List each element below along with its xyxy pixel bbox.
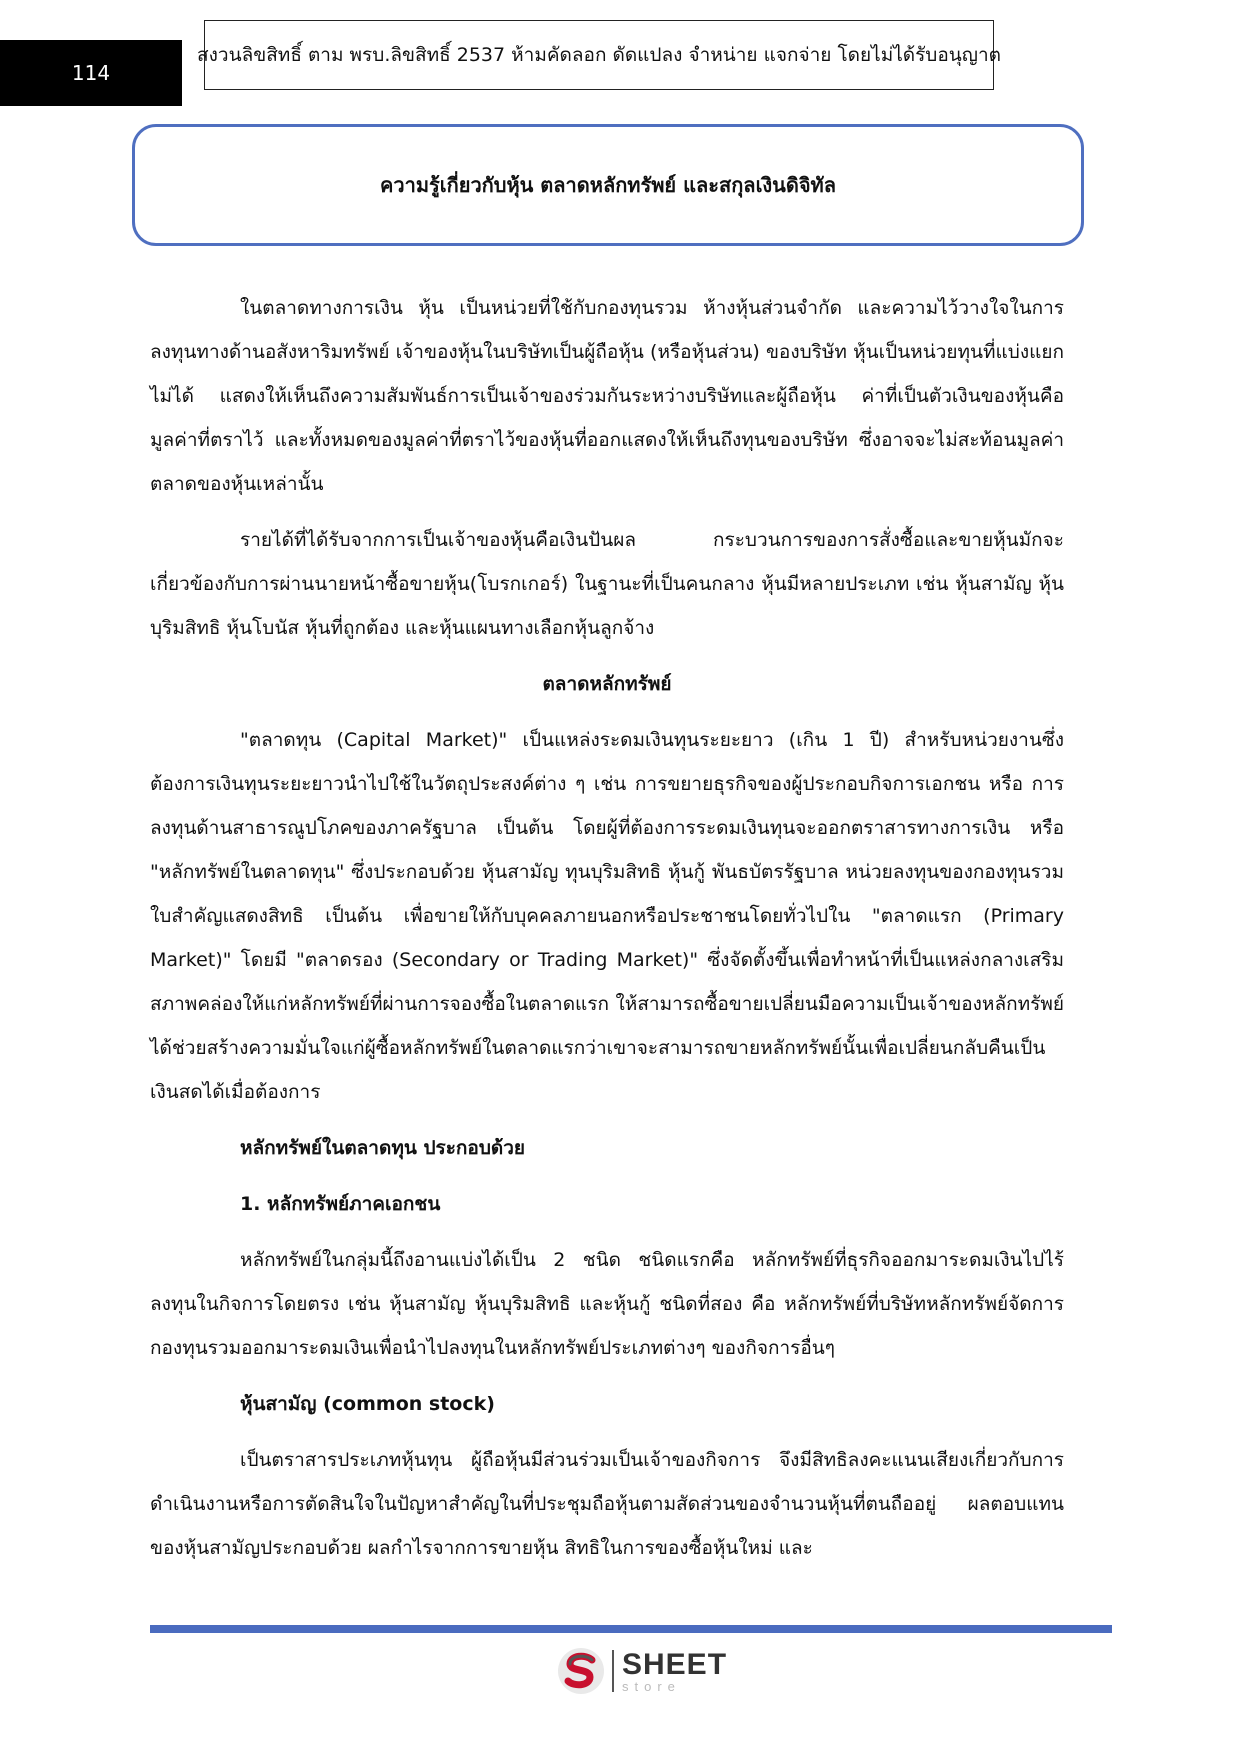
heading-private-securities: 1. หลักทรัพย์ภาคเอกชน (240, 1193, 441, 1215)
paragraph-private-securities: หลักทรัพย์ในกลุ่มนี้ถึงอานแบ่งได้เป็น 2 ชนิด ชนิดแรกคือ หลักทรัพย์ที่ธุรกิจออกมาระดมเงินไปไร้ลงทุนในกิจการโดยตรง เช่น หุ้นสามัญ หุ้นบุริมสิทธิ และหุ้นกู้ ชนิดที่สอง คือ หลักทรัพย์ที่บริษัทหลักทรัพย์จัดการกองทุนรวมออกมาระดมเงินเพื่อนำไปลงทุนในหลักทรัพย์ประเภทต่างๆ ของกิจการอื่นๆ (150, 1249, 1064, 1359)
logo-text (622, 1647, 728, 1694)
footer-rule (150, 1625, 1112, 1633)
logo-subtitle: store (622, 1678, 681, 1694)
paragraph-capital-market: "ตลาดทุน (Capital Market)" เป็นแหล่งระดมเงินทุนระยะยาว (เกิน 1 ปี) สำหรับหน่วยงานซึ่งต้องการเงินทุนระยะยาวนำไปใช้ในวัตถุประสงค์ต่าง ๆ เช่น การขยายธุรกิจของผู้ประกอบกิจการเอกชน หรือ การลงทุนด้านสาธารณูปโภคของภาครัฐบาล เป็นต้น โดยผู้ที่ต้องการระดมเงินทุนจะออกตราสารทางการเงิน หรือ "หลักทรัพย์ในตลาดทุน" ซึ่งประกอบด้วย หุ้นสามัญ ทุนบุริมสิทธิ หุ้นกู้ พันธบัตรรัฐบาล หน่วยลงทุนของกองทุนรวม ใบสำคัญแสดงสิทธิ เป็นต้น เพื่อขายให้กับบุคคลภายนอกหรือประชาชนโดยทั่วไปใน "ตลาดแรก (Primary Market)" โดยมี "ตลาดรอง (Secondary or Trading Market)" ซึ่งจัดตั้งขึ้นเพื่อทำหน้าที่เป็นแหล่งกลางเสริมสภาพคล่องให้แก่หลักทรัพย์ที่ผ่านการจองซื้อในตลาดแรก ให้สามารถซื้อขายเปลี่ยนมือความเป็นเจ้าของหลักทรัพย์ได้ช่วยสร้างความมั่นใจแก่ผู้ซื้อหลักทรัพย์ในตลาดแรกว่าเขาจะสามารถขายหลักทรัพย์นั้นเพื่อเปลี่ยนกลับคืนเป็นเงินสดได้เมื่อต้องการ (150, 729, 1064, 1103)
logo-word: SHEET (622, 1647, 728, 1681)
logo-divider (612, 1650, 614, 1692)
sheet-store-logo (556, 1644, 727, 1698)
chapter-title: ความรู้เกี่ยวกับหุ้น ตลาดหลักทรัพย์ และสกุลเงินดิจิทัล (132, 124, 1084, 246)
copyright-notice: สงวนลิขสิทธิ์ ตาม พรบ.ลิขสิทธิ์ 2537 ห้ามคัดลอก ดัดแปลง จำหน่าย แจกจ่าย โดยไม่ได้รับอนุญาต (204, 20, 994, 90)
heading-common-stock: หุ้นสามัญ (common stock) (240, 1393, 495, 1415)
paragraph-common-stock: เป็นตราสารประเภทหุ้นทุน ผู้ถือหุ้นมีส่วนร่วมเป็นเจ้าของกิจการ จึงมีสิทธิลงคะแนนเสียงเกี่ยวกับการดำเนินงานหรือการตัดสินใจในปัญหาสำคัญในที่ประชุมถือหุ้นตามสัดส่วนของจำนวนหุ้นที่ตนถืออยู่ ผลตอบแทนของหุ้นสามัญประกอบด้วย ผลกำไรจากการขายหุ้น สิทธิในการของซื้อหุ้นใหม่ และ (150, 1449, 1064, 1559)
heading-securities: หลักทรัพย์ในตลาดทุน ประกอบด้วย (240, 1137, 526, 1159)
paragraph-dividends: รายได้ที่ได้รับจากการเป็นเจ้าของหุ้นคือเงินปันผล กระบวนการของการสั่งซื้อและขายหุ้นมักจะเกี่ยวข้องกับการผ่านนายหน้าซื้อขายหุ้น(โบรกเกอร์) ในฐานะที่เป็นคนกลาง หุ้นมีหลายประเภท เช่น หุ้นสามัญ หุ้นบุริมสิทธิ หุ้นโบนัส หุ้นที่ถูกต้อง และหุ้นแผนทางเลือกหุ้นลูกจ้าง (150, 529, 1064, 639)
document-body (150, 286, 1064, 1582)
sheet-store-logo-icon (556, 1646, 606, 1696)
paragraph-intro-stocks: ในตลาดทางการเงิน หุ้น เป็นหน่วยที่ใช้กับกองทุนรวม ห้างหุ้นส่วนจำกัด และความไว้วางใจในการลงทุนทางด้านอสังหาริมทรัพย์ เจ้าของหุ้นในบริษัทเป็นผู้ถือหุ้น (หรือหุ้นส่วน) ของบริษัท หุ้นเป็นหน่วยทุนที่แบ่งแยกไม่ได้ แสดงให้เห็นถึงความสัมพันธ์การเป็นเจ้าของร่วมกันระหว่างบริษัทและผู้ถือหุ้น ค่าที่เป็นตัวเงินของหุ้นคือมูลค่าที่ตราไว้ และทั้งหมดของมูลค่าที่ตราไว้ของหุ้นที่ออกแสดงให้เห็นถึงทุนของบริษัท ซึ่งอาจจะไม่สะท้อนมูลค่าตลาดของหุ้นเหล่านั้น (150, 297, 1064, 495)
page-number: 114 (0, 40, 182, 106)
heading-stock-market: ตลาดหลักทรัพย์ (542, 673, 672, 695)
